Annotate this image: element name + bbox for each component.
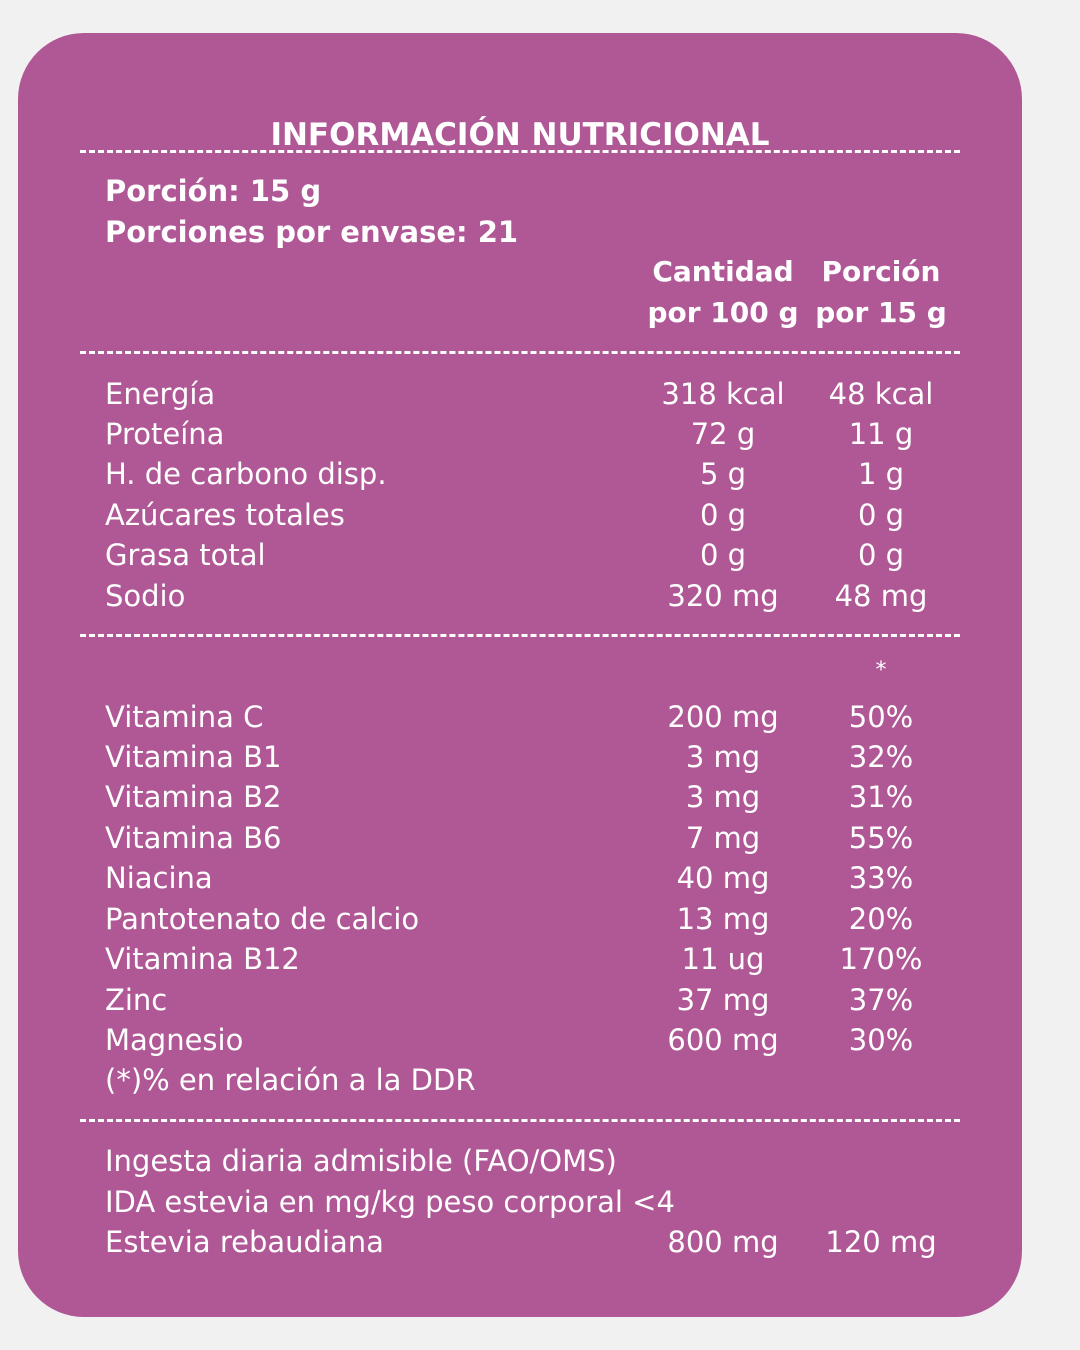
ddr-percent: 31%	[848, 780, 914, 814]
value-per100: 40 mg	[676, 861, 770, 895]
vitamin-name: Niacina	[105, 861, 213, 895]
stevia-name: Estevia rebaudiana	[105, 1225, 384, 1259]
value-per15: 11 g	[848, 417, 914, 451]
col-header-per15-line2: por 15 g	[815, 296, 947, 329]
value-per100: 320 mg	[667, 579, 779, 613]
intake-line-2: IDA estevia en mg/kg peso corporal <4	[105, 1185, 675, 1219]
ddr-percent: 32%	[848, 740, 914, 774]
divider	[80, 351, 960, 354]
table-row	[18, 777, 1022, 817]
value-per100: 200 mg	[667, 700, 779, 734]
nutrient-name: Azúcares totales	[105, 498, 345, 532]
vitamin-name: Magnesio	[105, 1023, 244, 1057]
portions-per-pack: Porciones por envase: 21	[105, 215, 519, 249]
value-per100: 318 kcal	[661, 377, 785, 411]
table-row	[18, 737, 1022, 777]
value-per100: 0 g	[699, 498, 747, 532]
divider	[80, 634, 960, 637]
value-per100: 5 g	[699, 457, 747, 491]
table-row	[18, 576, 1022, 616]
nutrition-facts-card	[18, 33, 1022, 1317]
table-row	[18, 495, 1022, 535]
value-per100: 3 mg	[685, 740, 761, 774]
vitamin-name: Vitamina B2	[105, 780, 282, 814]
value-per100: 7 mg	[685, 821, 761, 855]
vitamin-name: Pantotenato de calcio	[105, 902, 420, 936]
value-per100: 0 g	[699, 538, 747, 572]
vitamin-name: Vitamina B1	[105, 740, 282, 774]
ddr-percent: 55%	[848, 821, 914, 855]
value-per15: 48 mg	[834, 579, 928, 613]
value-per100: 72 g	[690, 417, 756, 451]
table-row	[18, 1222, 1022, 1262]
col-header-per100-line1: Cantidad	[652, 255, 794, 288]
value-per100: 3 mg	[685, 780, 761, 814]
ddr-footnote: (*)% en relación a la DDR	[105, 1063, 476, 1097]
nutrient-name: H. de carbono disp.	[105, 457, 387, 491]
value-per15: 0 g	[857, 538, 905, 572]
ddr-percent: 50%	[848, 700, 914, 734]
nutrient-name: Proteína	[105, 417, 225, 451]
ddr-asterisk: *	[875, 658, 887, 683]
table-row	[18, 980, 1022, 1020]
table-row	[18, 1020, 1022, 1060]
value-per100: 600 mg	[667, 1023, 779, 1057]
ddr-percent: 170%	[839, 942, 923, 976]
col-header-per15-line1: Porción	[821, 255, 941, 288]
stevia-per100: 800 mg	[667, 1225, 779, 1259]
ddr-percent: 20%	[848, 902, 914, 936]
value-per15: 0 g	[857, 498, 905, 532]
table-row	[18, 939, 1022, 979]
nutrient-name: Energía	[105, 377, 216, 411]
table-row	[18, 454, 1022, 494]
portion-size: Porción: 15 g	[105, 174, 322, 208]
vitamin-name: Vitamina B6	[105, 821, 282, 855]
value-per100: 13 mg	[676, 902, 770, 936]
col-header-per100-line2: por 100 g	[647, 296, 799, 329]
table-row	[18, 818, 1022, 858]
table-row	[18, 535, 1022, 575]
vitamin-name: Vitamina C	[105, 700, 264, 734]
value-per100: 11 ug	[681, 942, 765, 976]
stevia-per15: 120 mg	[825, 1225, 937, 1259]
table-row	[18, 697, 1022, 737]
nutrient-name: Sodio	[105, 579, 186, 613]
intake-line-1: Ingesta diaria admisible (FAO/OMS)	[105, 1144, 617, 1178]
value-per15: 1 g	[857, 457, 905, 491]
table-row	[18, 858, 1022, 898]
value-per100: 37 mg	[676, 983, 770, 1017]
table-row	[18, 899, 1022, 939]
ddr-percent: 37%	[848, 983, 914, 1017]
ddr-percent: 33%	[848, 861, 914, 895]
vitamin-name: Vitamina B12	[105, 942, 300, 976]
ddr-percent: 30%	[848, 1023, 914, 1057]
nutrient-name: Grasa total	[105, 538, 266, 572]
divider	[80, 1119, 960, 1122]
table-row	[18, 374, 1022, 414]
table-row	[18, 414, 1022, 454]
vitamin-name: Zinc	[105, 983, 168, 1017]
divider	[80, 150, 960, 153]
value-per15: 48 kcal	[828, 377, 934, 411]
table-title: INFORMACIÓN NUTRICIONAL	[270, 117, 770, 153]
